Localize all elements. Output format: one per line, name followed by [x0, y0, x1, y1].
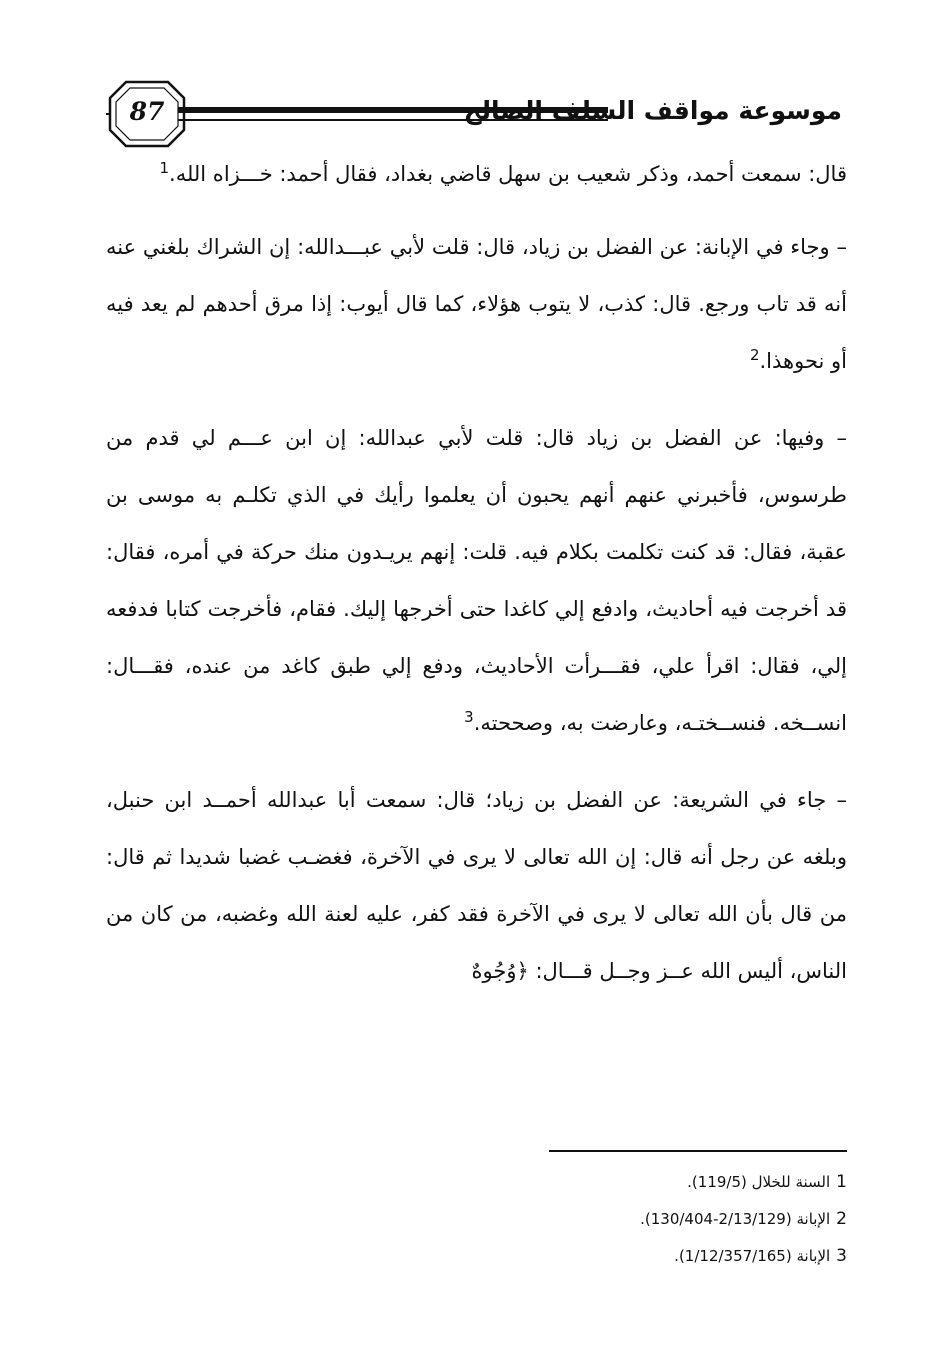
- paragraph: – جاء في الشريعة: عن الفضل بن زياد؛ قال: سمعت أبا عبدالله أحمــد ابن حنبل، وبلغه عن رجل أنه قال: إن الله تعالى لا يرى في الآخرة، فغضـب غضبا شديدا ثم قال: من قال بأن الله تعالى لا يرى في الآخرة فقد كفر، عليه لعنة الله وغضبه، من كان من الناس، أليس الله عــز وجــل قـــال: ﴿وُجُوهٌ: [106, 788, 847, 983]
- footnotes: [470, 1164, 847, 1275]
- footnote-reference: 3: [464, 708, 474, 726]
- footnote: 1السنة للخلال (119/5).: [687, 1172, 847, 1192]
- footnote: 2الإبانة (2/13/129-130/404).: [640, 1209, 847, 1229]
- book-title: موسوعة مواقف السلف الصالح: [463, 96, 842, 125]
- footnote-reference: 1: [159, 159, 170, 177]
- main-text: [106, 150, 847, 1020]
- page-header: [0, 0, 928, 160]
- footnote-separator: [549, 1150, 847, 1152]
- footnote: 3الإبانة (1/12/357/165).: [674, 1246, 847, 1266]
- paragraph: – وفيها: عن الفضل بن زياد قال: قلت لأبي عبدالله: إن ابن عـــم لي قدم من طرسوس، فأخبرني عنهم أنهم يحبون أن يعلموا رأيك في الذي تكلـم به موسى بن عقبة، فقال: قد كنت تكلمت بكلام فيه. قلت: إنهم يريـدون منك حركة في أمره، فقال: قد أخرجت فيه أحاديث، وادفع إلي كاغدا حتى أخرجها إليك. فقام، فأخرجت كتابا فدفعه إلي، فقال: اقرأ علي، فقـــرأت الأحاديث، ودفع إلي طبق كاغد من عنده، فقـــال: انســخه. فنســختـه، وعارضت به، وصححته.$^3$: [106, 426, 847, 735]
- page-number: 87: [129, 97, 165, 126]
- paragraph: قال: سمعت أحمد، وذكر شعيب بن سهل قاضي بغداد، فقال أحمد: خـــزاه الله.$^1$: [159, 159, 847, 186]
- paragraph: – وجاء في الإبانة: عن الفضل بن زياد، قال: قلت لأبي عبـــدالله: إن الشراك بلغني عنه أنه قد تاب ورجع. قال: كذب، لا يتوب هؤلاء، كما قال أيوب: إذا مرق أحدهم لم يعد فيه أو نحوهذا.$^2$: [106, 235, 847, 373]
- footnote-reference: 2: [749, 346, 760, 364]
